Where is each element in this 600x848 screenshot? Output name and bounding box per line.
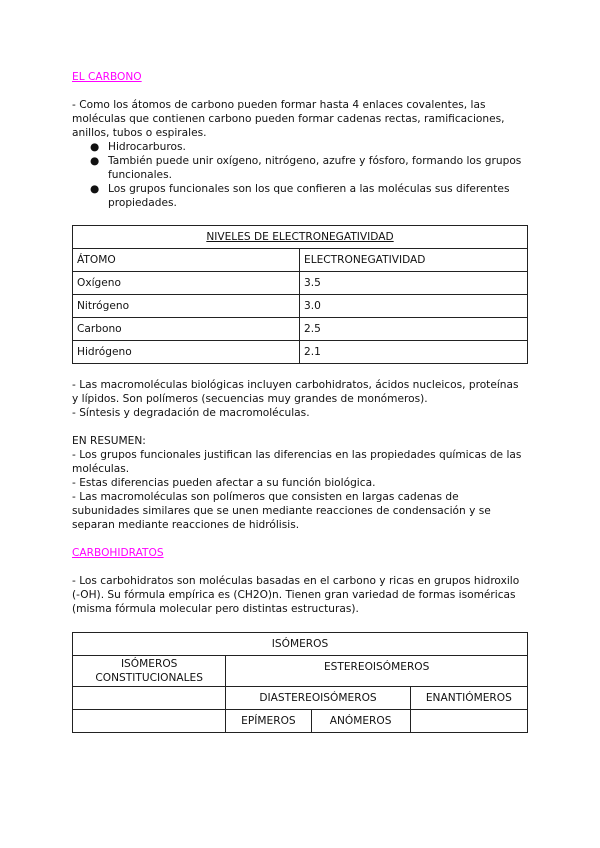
heading-el-carbono: EL CARBONO — [72, 71, 142, 83]
resumen-title: EN RESUMEN: — [72, 435, 146, 447]
isomeros-constitucionales-cell: ISÓMEROS CONSTITUCIONALES — [73, 656, 226, 687]
carbono-bullet-list — [72, 140, 528, 210]
table-row: Hidrógeno 2.1 — [73, 341, 528, 364]
heading-carbohidratos: CARBOHIDRATOS — [72, 547, 164, 559]
electronegatividad-table — [72, 225, 528, 364]
table-row: Oxígeno 3.5 — [73, 272, 528, 295]
empty-cell — [410, 710, 527, 733]
table-row: Carbono 2.5 — [73, 318, 528, 341]
bullet-icon: ● — [90, 183, 100, 195]
table-title: NIVELES DE ELECTRONEGATIVIDAD — [73, 226, 528, 249]
estereoisomeros-cell: ESTEREOISÓMEROS — [226, 656, 528, 687]
document-page — [72, 70, 528, 733]
table-row: Nitrógeno 3.0 — [73, 295, 528, 318]
list-item: ● También puede unir oxígeno, nitrógeno, azufre y fósforo, formando los grupos funcionales. — [90, 155, 522, 181]
column-header-electronegatividad: ELECTRONEGATIVIDAD — [300, 249, 528, 272]
carbono-intro: - Como los átomos de carbono pueden formar hasta 4 enlaces covalentes, las moléculas que contienen carbono pueden formar cadenas rectas, ramificaciones, anillos, tubos o espirales. — [72, 99, 505, 139]
diastereoisomeros-cell: DIASTEREOISÓMEROS — [226, 687, 410, 710]
carbohidratos-text: - Los carbohidratos son moléculas basadas en el carbono y ricas en grupos hidroxilo (-OH). Su fórmula empírica es (CH2O)n. Tienen gran variedad de formas isoméricas (misma fórmula molecular pero distintas estructuras). — [72, 575, 520, 615]
isomeros-table — [72, 632, 528, 733]
empty-cell — [73, 687, 226, 710]
resumen-item: - Las macromoléculas son polímeros que consisten en largas cadenas de subunidades similares que se unen mediante reacciones de condensación y se separan mediante reacciones de hidrólisis. — [72, 491, 491, 531]
list-item: ● Hidrocarburos. — [90, 141, 186, 153]
bullet-icon: ● — [90, 141, 100, 153]
resumen-item: - Estas diferencias pueden afectar a su función biológica. — [72, 477, 376, 489]
column-header-atomo: ÁTOMO — [73, 249, 300, 272]
resumen-item: - Los grupos funcionales justifican las diferencias en las propiedades químicas de las moléculas. — [72, 449, 522, 475]
macromoleculas-text: - Las macromoléculas biológicas incluyen carbohidratos, ácidos nucleicos, proteínas y lípidos. Son polímeros (secuencias muy grandes de monómeros). — [72, 379, 519, 405]
table-title: ISÓMEROS — [73, 633, 528, 656]
empty-cell — [73, 710, 226, 733]
bullet-icon: ● — [90, 155, 100, 167]
list-item: ● Los grupos funcionales son los que confieren a las moléculas sus diferentes propiedades. — [90, 183, 510, 209]
epimeros-cell: EPÍMEROS — [226, 710, 311, 733]
enantiomeros-cell: ENANTIÓMEROS — [410, 687, 527, 710]
anomeros-cell: ANÓMEROS — [311, 710, 410, 733]
sintesis-text: - Síntesis y degradación de macromoléculas. — [72, 407, 310, 419]
